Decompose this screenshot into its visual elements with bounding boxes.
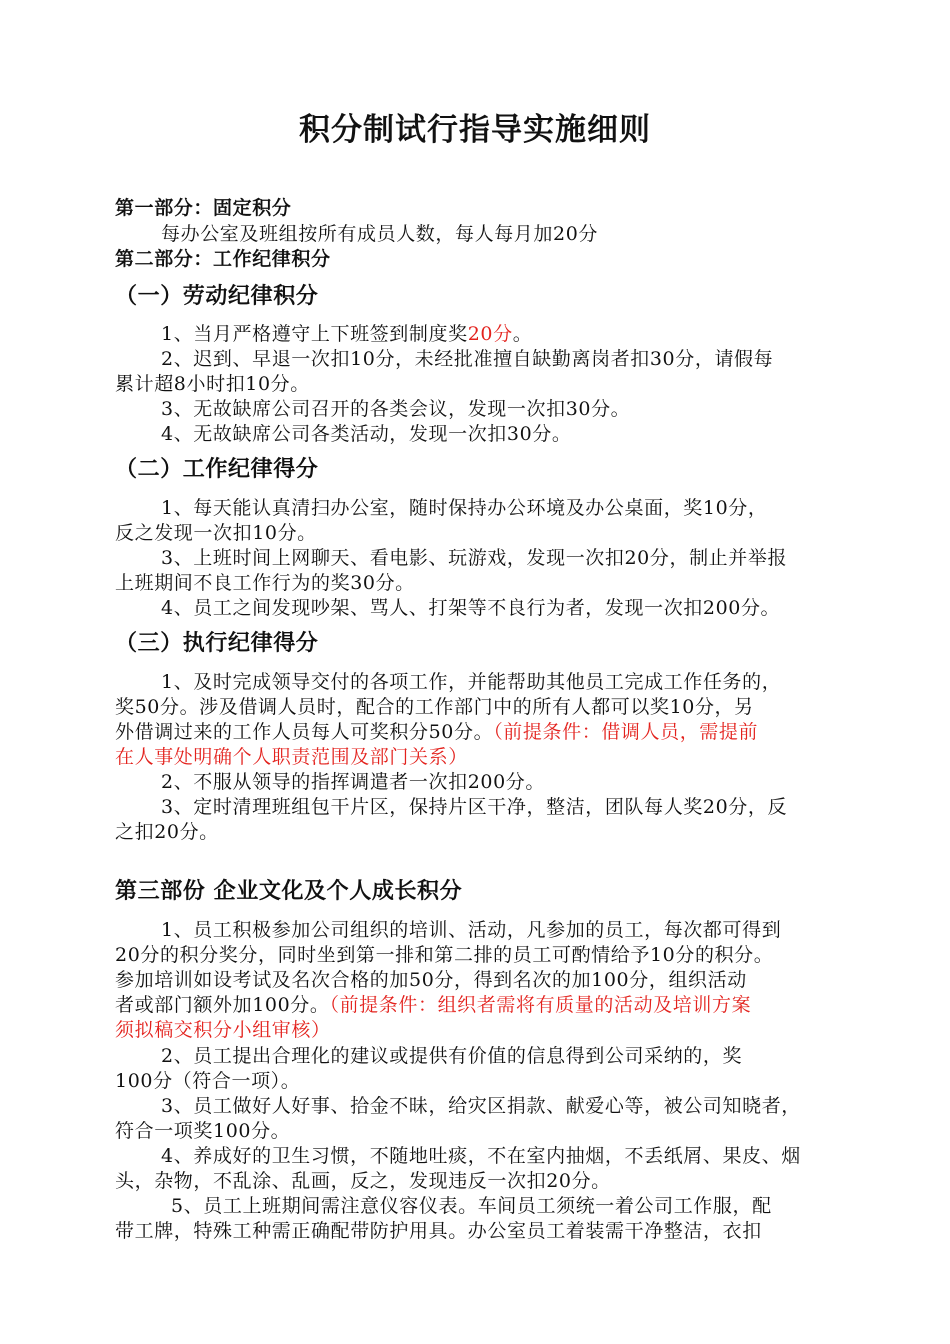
- part3-item1-condition-line2: 须拟稿交积分小组审核）: [115, 1019, 331, 1041]
- part3-item1-line3: 参加培训如设考试及名次合格的加50分，得到名次的加100分，组织活动: [115, 969, 747, 991]
- sec1-item2-line2: 累计超8小时扣10分。: [115, 373, 310, 395]
- sec3-item1-line1: 1、及时完成领导交付的各项工作，并能帮助其他员工完成工作任务的，: [161, 671, 782, 693]
- sec3-item2: 2、不服从领导的指挥调遣者一次扣200分。: [161, 771, 545, 793]
- part1-heading: 第一部分：固定积分: [115, 197, 292, 219]
- sec1-item2-line1: 2、迟到、早退一次扣10分，未经批准擅自缺勤离岗者扣30分，请假每: [161, 348, 774, 370]
- part3-item4-line2: 头，杂物，不乱涂、乱画，反之，发现违反一次扣20分。: [115, 1170, 611, 1192]
- sec3-item1-condition-line2: 在人事处明确个人职责范围及部门关系）: [115, 746, 468, 768]
- part3-item1-line2: 20分的积分奖分，同时坐到第一排和第二排的员工可酌情给予10分的积分。: [115, 944, 774, 966]
- part3-item1-line4-text: 者或部门额外加100分。: [115, 994, 330, 1016]
- sec2-item1-line1: 1、每天能认真清扫办公室，随时保持办公环境及办公桌面，奖10分，: [161, 497, 768, 519]
- part3-item1-line1: 1、员工积极参加公司组织的培训、活动，凡参加的员工，每次都可得到: [161, 919, 782, 941]
- part3-item5-line2: 带工牌，特殊工种需正确配带防护用具。办公室员工着装需干净整洁，衣扣: [115, 1220, 762, 1242]
- sec3-item1-line3: [115, 720, 758, 744]
- part3-item3-line1: 3、员工做好人好事、拾金不昧，给灾区捐款、献爱心等，被公司知晓者，: [161, 1095, 801, 1117]
- sec1-item1: [161, 322, 532, 346]
- sec1-item1-text: 1、当月严格遵守上下班签到制度奖: [161, 323, 468, 345]
- part2-heading: 第二部分：工作纪律积分: [115, 248, 331, 270]
- sec1-item3: 3、无故缺席公司召开的各类会议，发现一次扣30分。: [161, 398, 631, 420]
- part3-item2-line1: 2、员工提出合理化的建议或提供有价值的信息得到公司采纳的，奖: [161, 1045, 743, 1067]
- sec1-heading: （一）劳动纪律积分: [115, 284, 319, 309]
- sec3-heading: （三）执行纪律得分: [115, 631, 319, 656]
- part3-heading: 第三部份 企业文化及个人成长积分: [115, 879, 463, 904]
- sec1-item1-highlight: 20分: [467, 323, 513, 345]
- sec3-item1-condition: （前提条件：借调人员，需提前: [493, 721, 759, 743]
- part3-item1-condition: （前提条件：组织者需将有质量的活动及培训方案: [329, 994, 752, 1016]
- sec3-item3-line2: 之扣20分。: [115, 821, 219, 843]
- sec2-item1-line2: 反之发现一次扣10分。: [115, 522, 317, 544]
- sec3-item1-line3-text: 外借调过来的工作人员每人可奖积分50分。: [115, 721, 494, 743]
- sec3-item3-line1: 3、定时清理班组包干片区，保持片区干净，整洁，团队每人奖20分，反: [161, 796, 788, 818]
- sec2-heading: （二）工作纪律得分: [115, 457, 319, 482]
- sec2-item3-line2: 上班期间不良工作行为的奖30分。: [115, 572, 415, 594]
- sec1-item1-end: 。: [512, 323, 533, 345]
- sec2-item4: 4、员工之间发现吵架、骂人、打架等不良行为者，发现一次扣200分。: [161, 597, 781, 619]
- part3-item3-line2: 符合一项奖100分。: [115, 1120, 291, 1142]
- part3-item2-line2: 100分（符合一项）。: [115, 1070, 301, 1092]
- part3-item1-line4: [115, 993, 751, 1017]
- sec3-item1-line2: 奖50分。涉及借调人员时，配合的工作部门中的所有人都可以奖10分，另: [115, 696, 754, 718]
- part3-item5-line1: 5、员工上班期间需注意仪容仪表。车间员工须统一着公司工作服，配: [171, 1195, 772, 1217]
- sec2-item3-line1: 3、上班时间上网聊天、看电影、玩游戏，发现一次扣20分，制止并举报: [161, 547, 788, 569]
- sec1-item4: 4、无故缺席公司各类活动，发现一次扣30分。: [161, 423, 572, 445]
- document-title: 积分制试行指导实施细则: [299, 112, 651, 148]
- part1-text: 每办公室及班组按所有成员人数，每人每月加20分: [161, 223, 598, 245]
- part3-item4-line1: 4、养成好的卫生习惯，不随地吐痰，不在室内抽烟，不丢纸屑、果皮、烟: [161, 1145, 801, 1167]
